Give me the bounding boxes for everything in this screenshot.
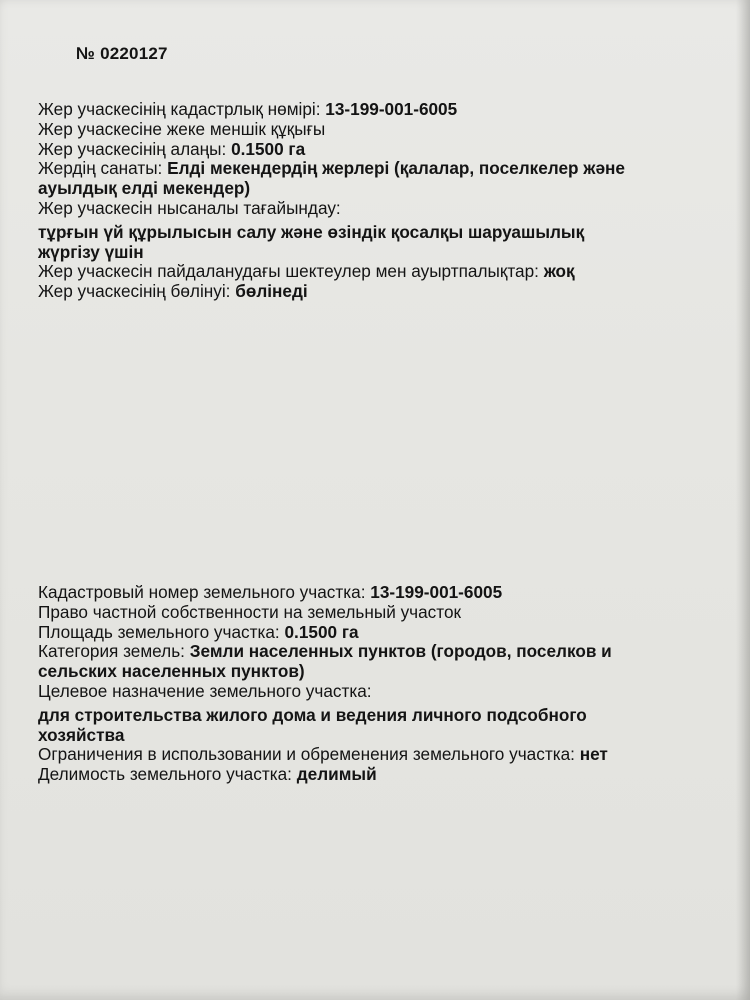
ru-ownership-text: Право частной собственности на земельный участок	[38, 601, 462, 622]
ru-divisibility-label: Делимость земельного участка:	[38, 764, 292, 785]
kz-purpose-label: Жер учаскесін нысаналы тағайындау:	[38, 197, 341, 218]
ru-category-row-2	[38, 662, 718, 682]
ru-category-value-line2: сельских населенных пунктов)	[38, 661, 305, 682]
kz-category-row-2	[38, 179, 718, 199]
kz-restrictions-row	[38, 262, 718, 282]
kz-restrictions-label: Жер учаскесін пайдаланудағы шектеулер мен ауыртпалықтар:	[38, 261, 539, 282]
ru-ownership-row	[38, 603, 718, 623]
kz-purpose-value-line1: тұрғын үй құрылысын салу және өзіндік қосалқы шаруашылық	[38, 221, 585, 242]
kz-area-row	[38, 140, 718, 160]
kz-category-label: Жердің санаты:	[38, 158, 163, 179]
russian-section	[38, 583, 718, 785]
kz-area-value: 0.1500 га	[231, 138, 306, 159]
kz-divisibility-row	[38, 282, 718, 302]
ru-area-value: 0.1500 га	[284, 621, 359, 642]
ru-category-row	[38, 642, 718, 662]
kz-divisibility-label: Жер учаскесінің бөлінуі:	[38, 281, 231, 302]
kz-purpose-value-row	[38, 223, 718, 243]
ru-purpose-row	[38, 682, 718, 702]
ru-area-row	[38, 623, 718, 643]
kz-purpose-row	[38, 199, 718, 219]
kz-category-row	[38, 159, 718, 179]
ru-category-value-line1: Земли населенных пунктов (городов, поселков и	[189, 641, 612, 662]
page-edge-shadow	[736, 0, 750, 1000]
ru-cadastral-value: 13-199-001-6005	[370, 582, 503, 602]
kz-area-label: Жер учаскесінің алаңы:	[38, 138, 227, 159]
kz-ownership-text: Жер учаскесіне жеке меншік құқығы	[38, 118, 326, 139]
ru-restrictions-row	[38, 745, 718, 765]
ru-restrictions-label: Ограничения в использовании и обременения земельного участка:	[38, 744, 575, 765]
ru-purpose-value-row	[38, 706, 718, 726]
ru-purpose-value-line1: для строительства жилого дома и ведения личного подсобного	[38, 704, 587, 725]
kz-restrictions-value: жоқ	[543, 261, 575, 282]
document-number: № 0220127	[76, 44, 168, 63]
ru-area-label: Площадь земельного участка:	[38, 621, 280, 642]
ru-cadastral-row	[38, 583, 718, 603]
kz-ownership-row	[38, 120, 718, 140]
ru-divisibility-value: делимый	[296, 764, 377, 785]
ru-purpose-label: Целевое назначение земельного участка:	[38, 680, 372, 701]
kz-cadastral-value: 13-199-001-6005	[325, 99, 458, 119]
ru-cadastral-label: Кадастровый номер земельного участка:	[38, 582, 366, 602]
ru-purpose-value-line2: хозяйства	[38, 724, 125, 745]
ru-restrictions-value: нет	[579, 744, 608, 765]
kz-cadastral-label: Жер учаскесінің кадастрлық нөмірі:	[38, 99, 321, 119]
kz-cadastral-row	[38, 100, 718, 120]
ru-category-label: Категория земель:	[38, 641, 185, 662]
kz-purpose-value-row-2	[38, 243, 718, 263]
kz-divisibility-value: бөлінеді	[235, 281, 308, 302]
kz-purpose-value-line2: жүргізу үшін	[38, 241, 144, 262]
kz-category-value-line2: ауылдық елді мекендер)	[38, 178, 251, 199]
kazakh-section	[38, 100, 718, 302]
ru-purpose-value-row-2	[38, 726, 718, 746]
ru-divisibility-row	[38, 765, 718, 785]
kz-category-value-line1: Елді мекендердің жерлері (қалалар, поселкелер және	[167, 158, 625, 179]
